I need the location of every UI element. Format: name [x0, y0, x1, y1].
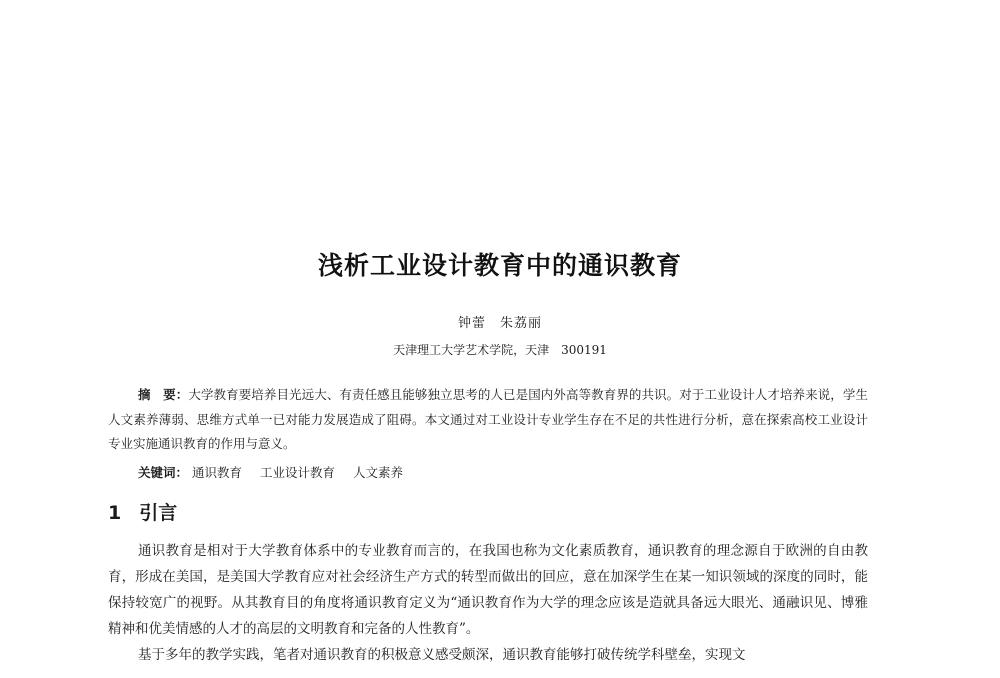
abstract-label: 摘 要： — [138, 387, 189, 402]
body-text — [108, 538, 868, 668]
body-paragraph: 基于多年的教学实践，笔者对通识教育的积极意义感受颇深，通识教育能够打破传统学科壁垒，实现文 — [138, 647, 746, 663]
abstract-text: 大学教育要培养目光远大、有责任感且能够独立思考的人已是国内外高等教育界的共识。对于工业设计人才培养来说，学生人文素养薄弱、思维方式单一已对能力发展造成了阻碍。本文通过对工业设计专业学生存在不足的共性进行分析，意在探索高校工业设计专业实施通识教育的作用与意义。 — [108, 387, 868, 451]
paper-affiliation: 天津理工大学艺术学院，天津 300191 — [393, 343, 607, 357]
keyword-item: 通识教育 — [192, 465, 243, 480]
section-heading — [108, 498, 177, 525]
section-title: 引言 — [139, 502, 178, 524]
section-number: 1 — [108, 502, 122, 524]
abstract-block — [108, 383, 868, 457]
keywords-block — [138, 463, 417, 481]
body-paragraph: 通识教育是相对于大学教育体系中的专业教育而言的，在我国也称为文化素质教育，通识教育的理念源自于欧洲的自由教育，形成在美国，是美国大学教育应对社会经济生产方式的转型而做出的回应，意在加深学生在某一知识领域的深度的同时，能保持较宽广的视野。从其教育目的角度将通识教育定义为“通识教育作为大学的理念应该是造就具备远大眼光、通融识见、博雅精神和优美情感的人才的高层的文明教育和完备的人性教育”。 — [108, 543, 868, 637]
keywords-label: 关键词： — [138, 465, 189, 480]
paper-title: 浅析工业设计教育中的通识教育 — [317, 251, 682, 280]
paper-authors: 钟蕾 朱荔丽 — [457, 316, 542, 331]
keyword-item: 人文素养 — [353, 465, 404, 480]
keyword-item: 工业设计教育 — [260, 465, 336, 480]
